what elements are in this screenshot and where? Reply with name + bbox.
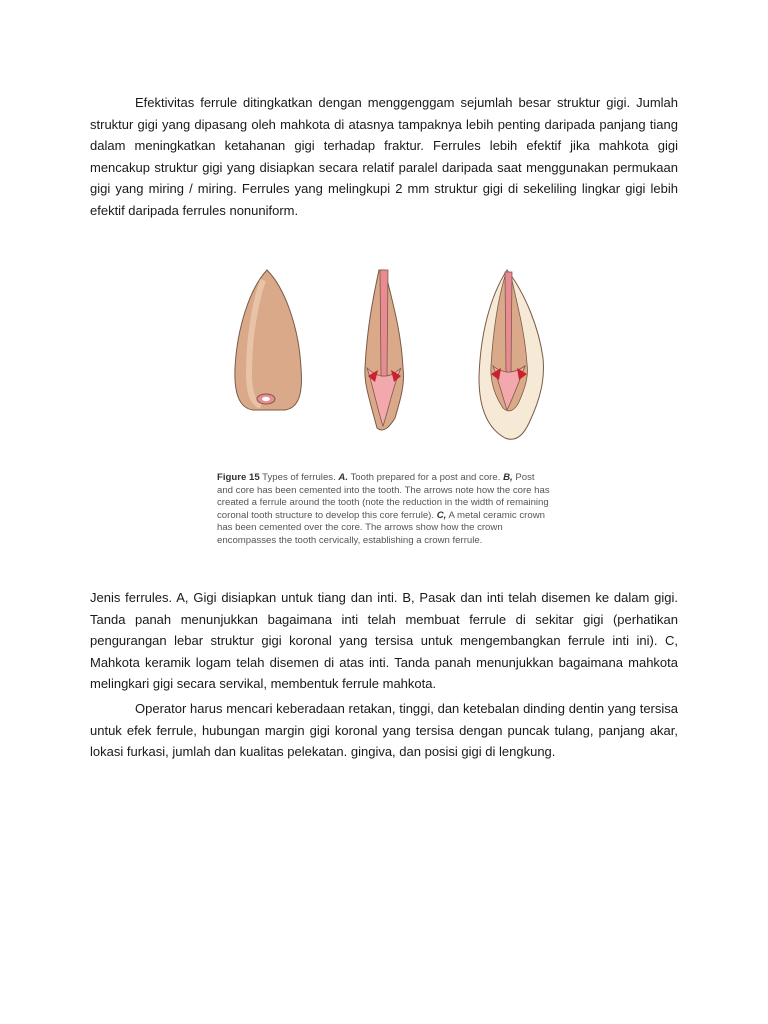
ferrule-illustration bbox=[205, 258, 565, 470]
tooth-c-crown bbox=[479, 270, 543, 439]
tooth-a-prepared bbox=[235, 270, 302, 410]
caption-marker-a: A. bbox=[338, 472, 349, 483]
tooth-a-root bbox=[235, 270, 302, 410]
paragraph-ferrule-effectiveness: Efektivitas ferrule ditingkatkan dengan menggenggam sejumlah besar struktur gigi. Jumlah struktur gigi yang dipasang oleh mahkota di atasnya tampaknya lebih penting daripada panjang tiang dalam meningkatkan ketahanan gigi terhadap fraktur. Ferrules lebih efektif jika mahkota gigi mencakup struktur gigi yang disiapkan secara relatif paralel daripada saat menggunakan permukaan gigi yang miring / miring. Ferrules yang melingkupi 2 mm struktur gigi di sekeliling lingkar gigi lebih efektif daripada ferrules nonuniform. bbox=[90, 95, 678, 218]
paragraph-operator-checks: Operator harus mencari keberadaan retakan, tinggi, dan ketebalan dinding dentin yang tersisa untuk efek ferrule, hubungan margin gigi koronal yang tersisa dengan puncak tulang, panjang akar, lokasi furkasi, jumlah dan kualitas pelekatan. gingiva, dan posisi gigi di lengkung. bbox=[90, 701, 678, 759]
caption-marker-b: B, bbox=[503, 472, 513, 483]
caption-intro: Types of ferrules. bbox=[262, 472, 336, 483]
paragraph-ferrule-types: Jenis ferrules. A, Gigi disiapkan untuk tiang dan inti. B, Pasak dan inti telah disemen ke dalam gigi. Tanda panah menunjukkan bagaimana inti telah membuat ferrule di sekitar gigi (perhatikan pengurangan lebar struktur gigi koronal yang tersisa untuk mengembangkan ferrule inti ini). C, Mahkota keramik logam telah disemen di atas inti. Tanda panah menunjukkan bagaimana mahkota melingkari gigi secara servikal, membentuk ferrule mahkota. bbox=[90, 590, 678, 691]
caption-marker-c: C, bbox=[436, 509, 447, 521]
figure-15 bbox=[205, 258, 565, 570]
caption-text-b: Post and core has been cemented into the tooth. The arrows note how the core has created a ferrule around the tooth (note the reduction in the width of remaining coronal tooth structure to develop this core ferrule). bbox=[217, 472, 550, 521]
tooth-c-post bbox=[505, 272, 512, 372]
tooth-b-post-core bbox=[365, 270, 404, 430]
caption-text-a: Tooth prepared for a post and core. bbox=[350, 472, 501, 483]
figure-label: Figure 15 bbox=[217, 472, 260, 483]
figure-caption bbox=[217, 472, 553, 548]
tooth-b-post bbox=[380, 270, 388, 376]
caption-text-c: A metal ceramic crown has been cemented over the core. The arrows show how the crown encompasses the tooth cervically, establishing a crown ferrule. bbox=[217, 509, 545, 546]
